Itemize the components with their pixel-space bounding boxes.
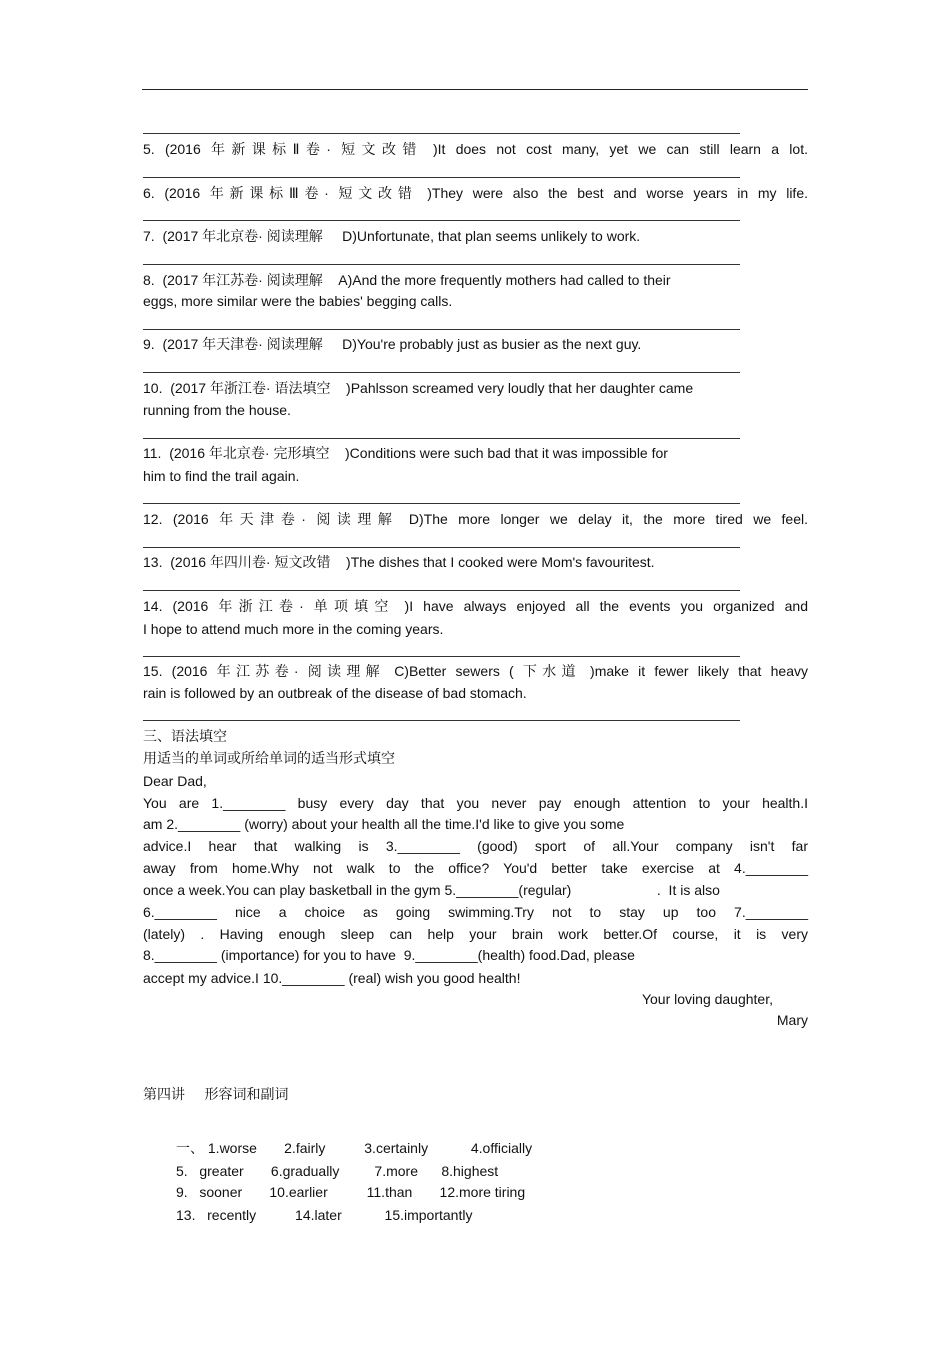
answer-line <box>143 329 740 330</box>
exercise-item-14-cont: I hope to attend much more in the coming years. <box>143 621 444 637</box>
letter-greeting: Dear Dad, <box>143 773 207 789</box>
letter-line: advice.I hear that walking is 3.________ (good) sport of all.Your company isn't far <box>143 838 808 854</box>
header-rule <box>142 89 808 90</box>
answer-line <box>143 177 740 178</box>
letter-line: 8.________ (importance) for you to have 9.________(health) food.Dad, please <box>143 947 635 963</box>
exercise-item-10: 10. (2017 年浙江卷· 语法填空 )Pahlsson screamed very loudly that her daughter came <box>143 380 694 396</box>
answer-line <box>143 590 740 591</box>
letter-line: once a week.You can play basketball in the gym 5.________(regular) . It is also <box>143 882 720 898</box>
answer-line <box>143 547 740 548</box>
answer-row: 5. greater 6.gradually 7.more 8.highest <box>176 1163 499 1179</box>
answer-row: 一、 1.worse 2.fairly 3.certainly 4.officially <box>176 1140 533 1156</box>
section-instruction: 用适当的单词或所给单词的适当形式填空 <box>143 750 395 766</box>
letter-closing: Your loving daughter, <box>641 991 773 1007</box>
letter-line: am 2.________ (worry) about your health all the time.I'd like to give you some <box>143 816 625 832</box>
exercise-item-8-cont: eggs, more similar were the babies' begging calls. <box>143 293 453 309</box>
exercise-item-11: 11. (2016 年北京卷· 完形填空 )Conditions were such bad that it was impossible for <box>143 445 668 461</box>
exercise-item-7: 7. (2017 年北京卷· 阅读理解 D)Unfortunate, that plan seems unlikely to work. <box>143 228 641 244</box>
letter-line: 6.________ nice a choice as going swimming.Try not to stay up too 7.________ <box>143 904 808 920</box>
exercise-item-15: 15. (2016 年江苏卷· 阅读理解 C)Better sewers ( 下水道 )make it fewer likely that heavy <box>143 663 808 679</box>
exercise-item-8: 8. (2017 年江苏卷· 阅读理解 A)And the more frequently mothers had called to their <box>143 272 671 288</box>
section-heading: 三、语法填空 <box>143 728 227 744</box>
letter-line: (lately) . Having enough sleep can help your brain work better.Of course, it is very <box>143 926 808 942</box>
letter-line: You are 1.________ busy every day that you never pay enough attention to your health.I <box>143 795 808 811</box>
exercise-item-14: 14. (2016 年浙江卷· 单项填空 )I have always enjoyed all the events you organized and <box>143 598 808 614</box>
answer-line <box>143 133 740 134</box>
lecture-title: 第四讲 形容词和副词 <box>143 1086 289 1102</box>
exercise-item-10-cont: running from the house. <box>143 402 291 418</box>
exercise-item-11-cont: him to find the trail again. <box>143 468 300 484</box>
exercise-item-13: 13. (2016 年四川卷· 短文改错 )The dishes that I cooked were Mom's favouritest. <box>143 554 655 570</box>
letter-signature: Mary <box>776 1012 808 1028</box>
letter-line: accept my advice.I 10.________ (real) wish you good health! <box>143 970 521 986</box>
answer-line <box>143 656 740 657</box>
answer-line <box>143 264 740 265</box>
letter-line: away from home.Why not walk to the office? You'd better take exercise at 4.________ <box>143 860 808 876</box>
answer-line <box>143 372 740 373</box>
answer-row: 9. sooner 10.earlier 11.than 12.more tiring <box>176 1184 526 1200</box>
answer-line <box>143 220 740 221</box>
exercise-item-6: 6. (2016 年新课标Ⅲ卷· 短文改错 )They were also the best and worse years in my life. <box>143 185 808 201</box>
exercise-item-9: 9. (2017 年天津卷· 阅读理解 D)You're probably just as busier as the next guy. <box>143 336 642 352</box>
exercise-item-12: 12. (2016 年天津卷· 阅读理解 D)The more longer we delay it, the more tired we feel. <box>143 511 808 527</box>
answer-row: 13. recently 14.later 15.importantly <box>176 1207 473 1223</box>
exercise-item-5: 5. (2016 年新课标Ⅱ卷· 短文改错 )It does not cost many, yet we can still learn a lot. <box>143 141 808 157</box>
answer-line <box>143 503 740 504</box>
answer-line <box>143 720 740 721</box>
answer-line <box>143 438 740 439</box>
exercise-item-15-cont: rain is followed by an outbreak of the disease of bad stomach. <box>143 685 527 701</box>
